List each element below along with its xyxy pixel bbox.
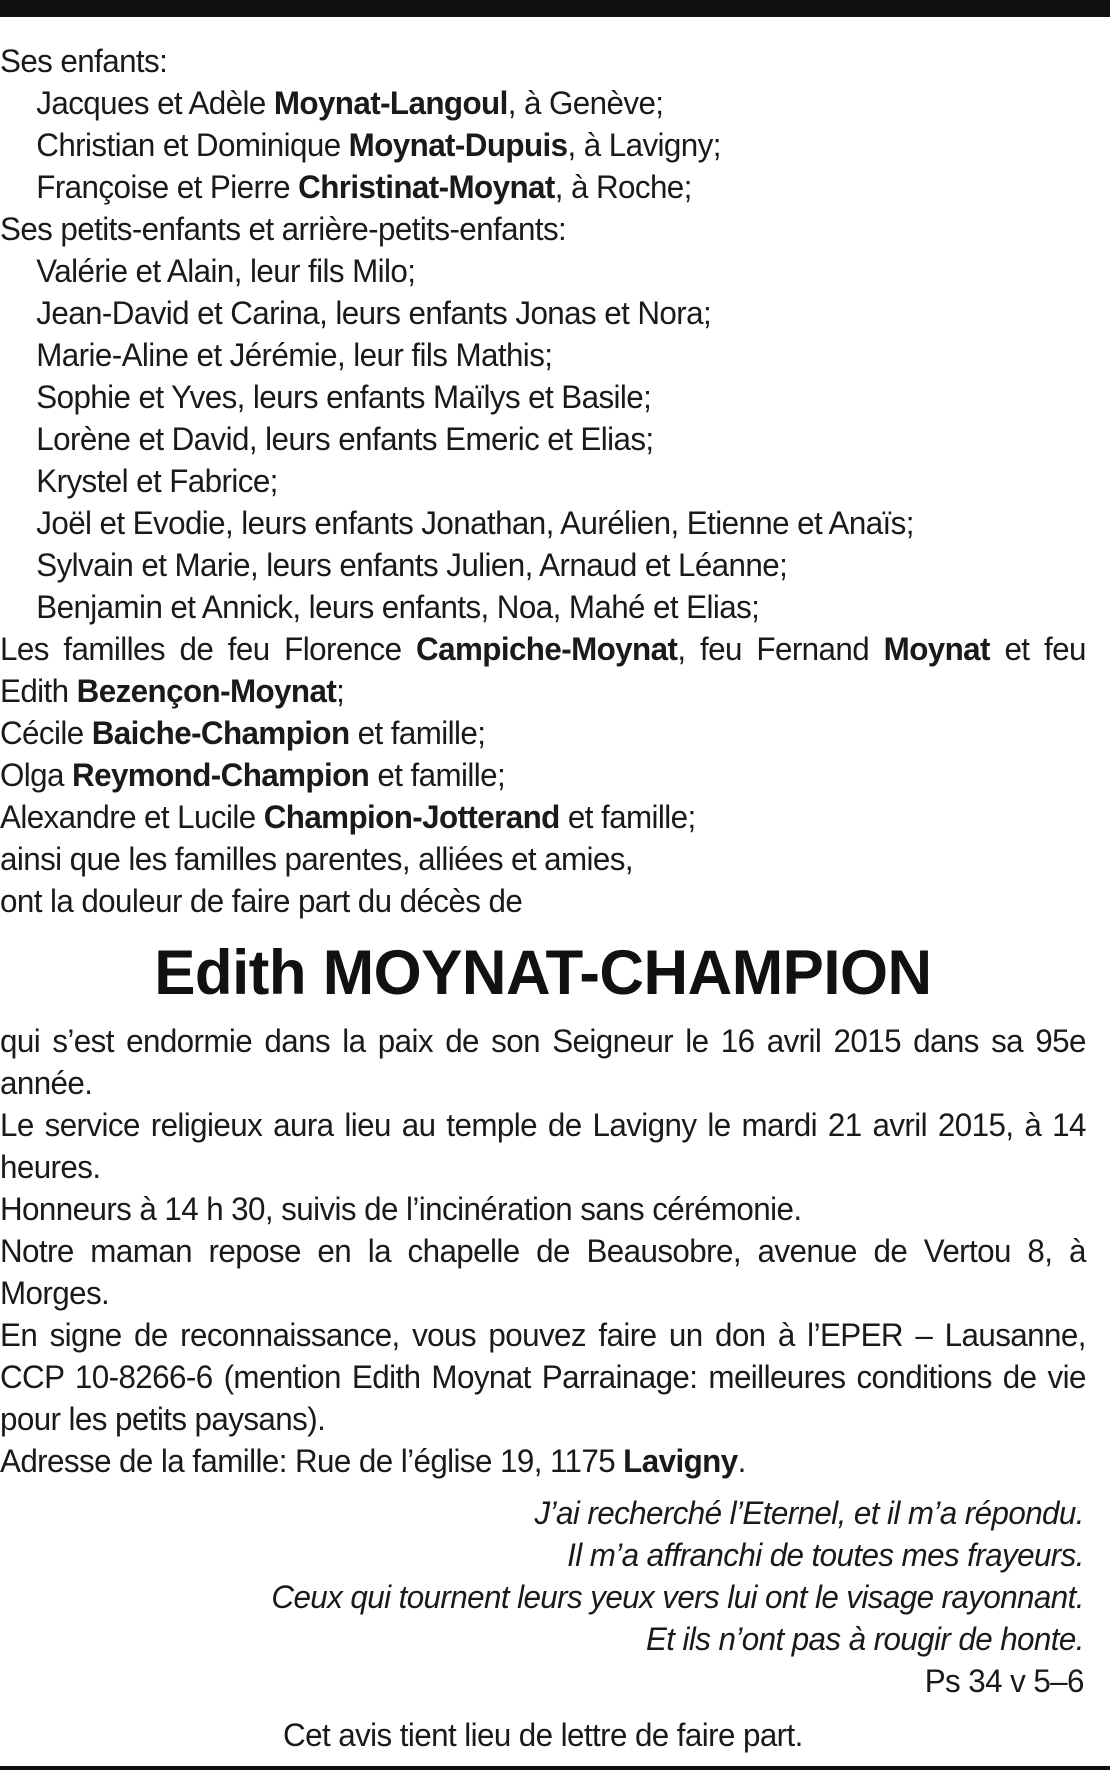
deceased-name: Edith MOYNAT-CHAMPION: [154, 938, 932, 1008]
grandchild-line: Lorène et David, leurs enfants Emeric et Elias;: [36, 421, 654, 457]
family-address: Adresse de la famille: Rue de l’église 19, 1175 Lavigny.: [0, 1443, 746, 1479]
grandchild-line: Sophie et Yves, leurs enfants Maïlys et Basile;: [36, 379, 652, 415]
closing-line-relations: ainsi que les familles parentes, alliées et amies,: [0, 841, 633, 877]
child-line: Christian et Dominique Moynat-Dupuis, à Lavigny;: [36, 127, 721, 163]
service-paragraph: Le service religieux aura lieu au temple de Lavigny le mardi 21 avril 2015, à 14 heures.: [0, 1107, 1086, 1185]
top-border-rule: [0, 0, 1110, 17]
donation-paragraph: En signe de reconnaissance, vous pouvez faire un don à l’EPER – Lausanne, CCP 10-8266-6 (mention Edith Moynat Parrainage: meilleures conditions de vie pour les petits paysans).: [0, 1317, 1086, 1437]
relative-line: Cécile Baiche-Champion et famille;: [0, 715, 486, 751]
footer-note: Cet avis tient lieu de lettre de faire part.: [283, 1717, 803, 1753]
bottom-border-rule: [0, 1766, 1110, 1770]
grandchild-line: Marie-Aline et Jérémie, leur fils Mathis;: [36, 337, 553, 373]
psalm-line: Il m’a affranchi de toutes mes frayeurs.: [567, 1537, 1084, 1573]
closing-line-announcement: ont la douleur de faire part du décès de: [0, 883, 523, 919]
psalm-line: Ceux qui tournent leurs yeux vers lui ont le visage rayonnant.: [271, 1579, 1084, 1615]
psalm-line: J’ai recherché l’Eternel, et il m’a répondu.: [534, 1495, 1084, 1531]
grandchild-line: Benjamin et Annick, leurs enfants, Noa, Mahé et Elias;: [36, 589, 760, 625]
psalm-quote: [0, 1492, 1086, 1702]
repose-paragraph: Notre maman repose en la chapelle de Beausobre, avenue de Vertou 8, à Morges.: [0, 1233, 1086, 1311]
relative-line: Olga Reymond-Champion et famille;: [0, 757, 506, 793]
grandchild-line: Valérie et Alain, leur fils Milo;: [36, 253, 416, 289]
passing-paragraph: qui s’est endormie dans la paix de son Seigneur le 16 avril 2015 dans sa 95e année.: [0, 1023, 1086, 1101]
grandchild-line: Jean-David et Carina, leurs enfants Jonas et Nora;: [36, 295, 712, 331]
psalm-line: Et ils n’ont pas à rougir de honte.: [645, 1621, 1084, 1657]
child-line: Jacques et Adèle Moynat-Langoul, à Genève;: [36, 85, 664, 121]
children-heading: Ses enfants:: [0, 43, 168, 79]
grandchild-line: Krystel et Fabrice;: [36, 463, 278, 499]
grandchild-line: Sylvain et Marie, leurs enfants Julien, Arnaud et Léanne;: [36, 547, 788, 583]
psalm-reference: Ps 34 v 5–6: [924, 1663, 1084, 1699]
relative-line: Alexandre et Lucile Champion-Jotterand et famille;: [0, 799, 696, 835]
grandchild-line: Joël et Evodie, leurs enfants Jonathan, Aurélien, Etienne et Anaïs;: [36, 505, 914, 541]
grandchildren-heading: Ses petits-enfants et arrière-petits-enfants:: [0, 211, 567, 247]
honours-paragraph: Honneurs à 14 h 30, suivis de l’incinération sans cérémonie.: [0, 1191, 802, 1227]
child-line: Françoise et Pierre Christinat-Moynat, à Roche;: [36, 169, 692, 205]
obituary-notice: [0, 40, 1086, 1756]
late-families-paragraph: Les familles de feu Florence Campiche-Moynat, feu Fernand Moynat et feu Edith Bezençon-Moynat;: [0, 631, 1086, 709]
